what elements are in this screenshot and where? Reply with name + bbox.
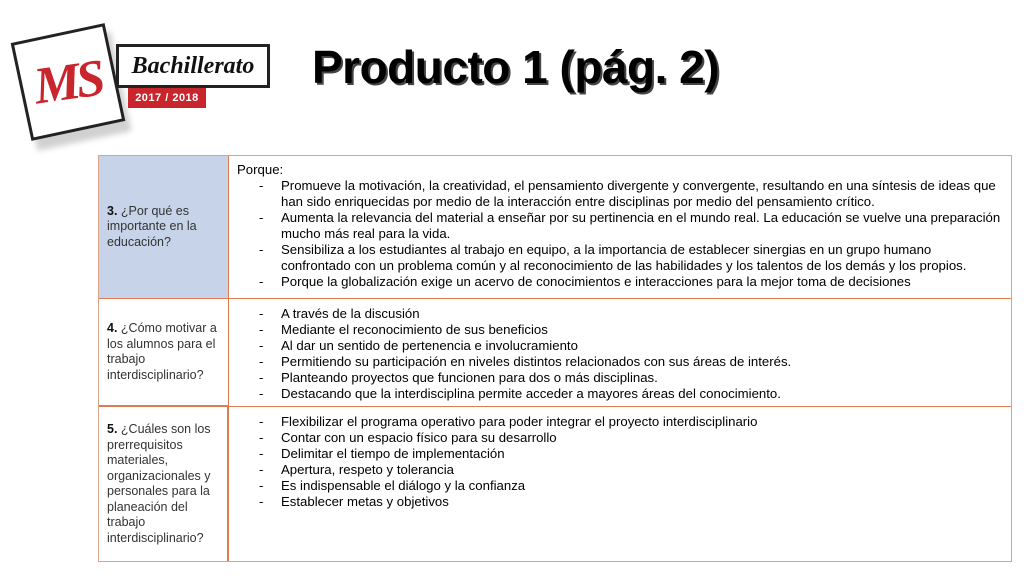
logo-banner-text: Bachillerato: [131, 52, 255, 79]
question-number: 5.: [107, 422, 118, 436]
list-item: - Planteando proyectos que funcionen para dos o más disciplinas.: [237, 370, 1001, 386]
answer-cell: [229, 299, 1011, 406]
question-cell: [99, 407, 229, 561]
qa-table: [98, 155, 1012, 562]
logo-year: 2017 / 2018: [128, 88, 206, 108]
answer-list: [237, 178, 1001, 290]
answer-cell: [229, 156, 1011, 298]
table-row: [99, 299, 1011, 407]
question-label: ¿Cuáles son los prerrequisitos materiales, organizacionales y personales para la planeación del trabajo interdisciplinario?: [107, 422, 211, 545]
list-item: - Flexibilizar el programa operativo para poder integrar el proyecto interdisciplinario: [237, 414, 1001, 430]
answer-list: [237, 414, 1001, 510]
question-cell: [99, 299, 229, 406]
page-title: Producto 1 (pág. 2): [312, 41, 720, 93]
list-item: - A través de la discusión: [237, 306, 1001, 322]
question-text: [107, 422, 223, 546]
list-item: - Establecer metas y objetivos: [237, 494, 1001, 510]
table-row: [99, 407, 1011, 561]
list-item: - Porque la globalización exige un acervo de conocimientos e interacciones para la mejor toma de decisiones: [237, 274, 1001, 290]
answer-lead: Porque:: [237, 162, 284, 177]
table-row: [99, 156, 1011, 299]
logo: [12, 22, 262, 152]
list-item: - Destacando que la interdisciplina permite acceder a mayores áreas del conocimiento.: [237, 386, 1001, 402]
list-item: - Al dar un sentido de pertenencia e involucramiento: [237, 338, 1001, 354]
question-text: [107, 321, 224, 383]
question-label: ¿Por qué es importante en la educación?: [107, 203, 197, 249]
question-text: [107, 204, 224, 251]
list-item: - Es indispensable el diálogo y la confianza: [237, 478, 1001, 494]
list-item: - Contar con un espacio físico para su desarrollo: [237, 430, 1001, 446]
list-item: - Promueve la motivación, la creatividad, el pensamiento divergente y convergente, resultando en una síntesis de ideas que han sido enriquecidas por medio de la interacción entre disciplinas por medio del pensamiento crítico.: [237, 178, 1001, 210]
logo-mark: [11, 23, 126, 141]
question-number: 4.: [107, 321, 118, 335]
answer-cell: [229, 407, 1011, 561]
answer-list: [237, 306, 1001, 402]
list-item: - Permitiendo su participación en niveles distintos relacionados con sus áreas de interés.: [237, 354, 1001, 370]
list-item: - Aumenta la relevancia del material a enseñar por su pertinencia en el mundo real. La educación se vuelve una preparación mucho más real para la vida.: [237, 210, 1001, 242]
question-label: ¿Cómo motivar a los alumnos para el trabajo interdisciplinario?: [107, 321, 217, 382]
list-item: - Mediante el reconocimiento de sus beneficios: [237, 322, 1001, 338]
list-item: - Apertura, respeto y tolerancia: [237, 462, 1001, 478]
logo-banner: [116, 44, 270, 88]
list-item: - Delimitar el tiempo de implementación: [237, 446, 1001, 462]
question-cell: [99, 156, 229, 298]
question-number: 3.: [107, 203, 118, 218]
logo-mark-text: MS: [30, 49, 106, 115]
list-item: - Sensibiliza a los estudiantes al trabajo en equipo, a la importancia de establecer sinergias en un grupo humano confrontado con un problema común y al reconocimiento de las habilidades y los talentos de los demás y los propios.: [237, 242, 1001, 274]
